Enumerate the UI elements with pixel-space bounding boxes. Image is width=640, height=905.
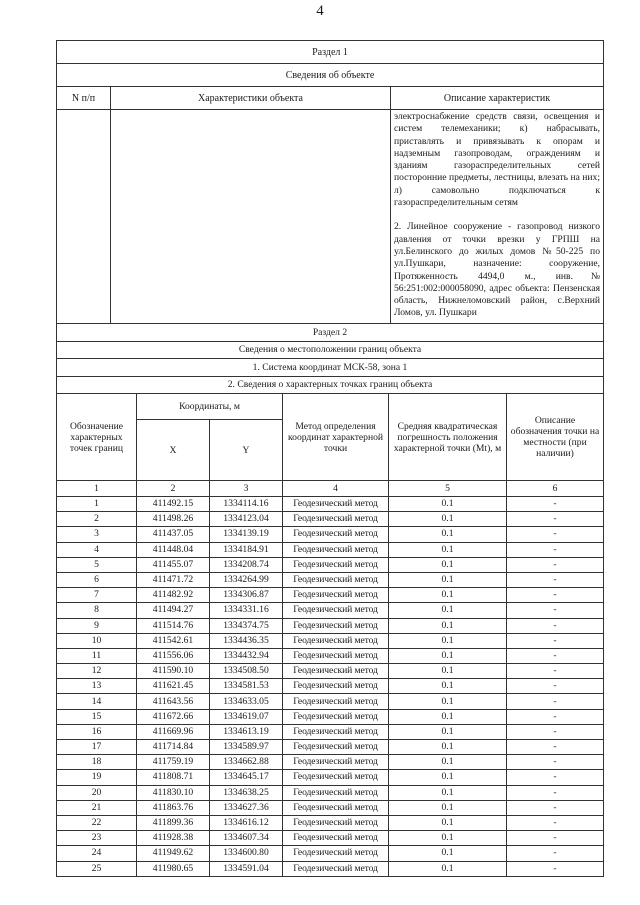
point-description: - — [507, 679, 604, 694]
point-description: - — [507, 815, 604, 830]
point-number: 3 — [57, 527, 137, 542]
table-row — [57, 800, 604, 815]
point-description: - — [507, 800, 604, 815]
method: Геодезический метод — [283, 831, 389, 846]
method: Геодезический метод — [283, 527, 389, 542]
error-value: 0.1 — [389, 603, 507, 618]
column-number: 6 — [507, 481, 604, 497]
section1-title: Раздел 1 — [57, 41, 604, 64]
method: Геодезический метод — [283, 588, 389, 603]
table-row — [57, 664, 604, 679]
method: Геодезический метод — [283, 740, 389, 755]
coord-system: 1. Система координат МСК-58, зона 1 — [57, 359, 604, 377]
coord-x: 411714.84 — [137, 740, 210, 755]
table-row — [57, 497, 604, 512]
section2-table — [56, 323, 604, 877]
document-frame — [56, 40, 603, 877]
method: Геодезический метод — [283, 846, 389, 861]
coord-y: 1334607.34 — [210, 831, 283, 846]
empty-characteristics-cell — [111, 110, 391, 324]
column-number: 5 — [389, 481, 507, 497]
header-number: N п/п — [57, 87, 111, 110]
error-value: 0.1 — [389, 542, 507, 557]
table-row — [57, 846, 604, 861]
method: Геодезический метод — [283, 800, 389, 815]
coord-y: 1334331.16 — [210, 603, 283, 618]
method: Геодезический метод — [283, 724, 389, 739]
coord-x: 411759.19 — [137, 755, 210, 770]
coord-x: 411949.62 — [137, 846, 210, 861]
points-title: 2. Сведения о характерных точках границ объекта — [57, 376, 604, 394]
header-description: Описание характеристик — [391, 87, 604, 110]
coord-y: 1334600.80 — [210, 846, 283, 861]
coord-x: 411514.76 — [137, 618, 210, 633]
coord-x: 411672.66 — [137, 709, 210, 724]
method: Геодезический метод — [283, 512, 389, 527]
coord-y: 1334627.36 — [210, 800, 283, 815]
coord-x: 411455.07 — [137, 557, 210, 572]
error-value: 0.1 — [389, 724, 507, 739]
error-value: 0.1 — [389, 800, 507, 815]
point-number: 11 — [57, 648, 137, 663]
table-row — [57, 603, 604, 618]
header-x: X — [137, 420, 210, 481]
method: Геодезический метод — [283, 633, 389, 648]
point-description: - — [507, 831, 604, 846]
method: Геодезический метод — [283, 557, 389, 572]
error-value: 0.1 — [389, 694, 507, 709]
section2-title: Раздел 2 — [57, 324, 604, 342]
point-number: 6 — [57, 572, 137, 587]
error-value: 0.1 — [389, 815, 507, 830]
table-row — [57, 709, 604, 724]
error-value: 0.1 — [389, 618, 507, 633]
error-value: 0.1 — [389, 527, 507, 542]
column-number: 2 — [137, 481, 210, 497]
method: Геодезический метод — [283, 694, 389, 709]
coord-y: 1334581.53 — [210, 679, 283, 694]
points-table-body — [57, 497, 604, 877]
coord-x: 411808.71 — [137, 770, 210, 785]
coord-y: 1334613.19 — [210, 724, 283, 739]
table-row — [57, 588, 604, 603]
point-description: - — [507, 770, 604, 785]
column-number: 3 — [210, 481, 283, 497]
coord-y: 1334645.17 — [210, 770, 283, 785]
error-value: 0.1 — [389, 709, 507, 724]
point-number: 5 — [57, 557, 137, 572]
point-description: - — [507, 861, 604, 876]
empty-number-cell — [57, 110, 111, 324]
coord-y: 1334123.04 — [210, 512, 283, 527]
table-row — [57, 785, 604, 800]
point-number: 16 — [57, 724, 137, 739]
coord-x: 411928.38 — [137, 831, 210, 846]
error-value: 0.1 — [389, 648, 507, 663]
coord-x: 411556.06 — [137, 648, 210, 663]
table-row — [57, 572, 604, 587]
error-value: 0.1 — [389, 831, 507, 846]
coord-x: 411643.56 — [137, 694, 210, 709]
point-number: 1 — [57, 497, 137, 512]
coord-x: 411471.72 — [137, 572, 210, 587]
section2-subtitle: Сведения о местоположении границ объекта — [57, 341, 604, 359]
table-row — [57, 831, 604, 846]
coord-x: 411498.26 — [137, 512, 210, 527]
coord-x: 411590.10 — [137, 664, 210, 679]
point-description: - — [507, 542, 604, 557]
table-row — [57, 648, 604, 663]
table-row — [57, 618, 604, 633]
point-description: - — [507, 740, 604, 755]
coord-x: 411542.61 — [137, 633, 210, 648]
point-number: 13 — [57, 679, 137, 694]
section1-table — [56, 40, 604, 324]
point-number: 12 — [57, 664, 137, 679]
coord-y: 1334591.04 — [210, 861, 283, 876]
method: Геодезический метод — [283, 542, 389, 557]
coord-x: 411980.65 — [137, 861, 210, 876]
method: Геодезический метод — [283, 603, 389, 618]
point-description: - — [507, 846, 604, 861]
error-value: 0.1 — [389, 861, 507, 876]
point-description: - — [507, 633, 604, 648]
error-value: 0.1 — [389, 846, 507, 861]
method: Геодезический метод — [283, 648, 389, 663]
coord-x: 411863.76 — [137, 800, 210, 815]
header-characteristics: Характеристики объекта — [111, 87, 391, 110]
table-row — [57, 740, 604, 755]
point-number: 8 — [57, 603, 137, 618]
section1-subtitle: Сведения об объекте — [57, 64, 604, 87]
method: Геодезический метод — [283, 679, 389, 694]
coord-x: 411448.04 — [137, 542, 210, 557]
method: Геодезический метод — [283, 815, 389, 830]
error-value: 0.1 — [389, 633, 507, 648]
coord-x: 411621.45 — [137, 679, 210, 694]
coord-y: 1334139.19 — [210, 527, 283, 542]
column-number: 4 — [283, 481, 389, 497]
error-value: 0.1 — [389, 572, 507, 587]
point-description: - — [507, 497, 604, 512]
coord-x: 411492.15 — [137, 497, 210, 512]
error-value: 0.1 — [389, 770, 507, 785]
point-description: - — [507, 664, 604, 679]
coord-y: 1334436.35 — [210, 633, 283, 648]
table-row — [57, 770, 604, 785]
coord-y: 1334208.74 — [210, 557, 283, 572]
error-value: 0.1 — [389, 679, 507, 694]
header-coordinates: Координаты, м — [137, 394, 283, 420]
coord-x: 411830.10 — [137, 785, 210, 800]
table-row — [57, 633, 604, 648]
coord-x: 411669.96 — [137, 724, 210, 739]
point-number: 24 — [57, 846, 137, 861]
coord-y: 1334508.50 — [210, 664, 283, 679]
column-number: 1 — [57, 481, 137, 497]
coord-y: 1334264.99 — [210, 572, 283, 587]
table-row — [57, 679, 604, 694]
point-number: 9 — [57, 618, 137, 633]
coord-y: 1334616.12 — [210, 815, 283, 830]
table-row — [57, 815, 604, 830]
point-number: 4 — [57, 542, 137, 557]
method: Геодезический метод — [283, 755, 389, 770]
page-number: 4 — [316, 3, 324, 19]
point-number: 10 — [57, 633, 137, 648]
point-number: 17 — [57, 740, 137, 755]
coord-y: 1334184.91 — [210, 542, 283, 557]
point-description: - — [507, 588, 604, 603]
header-point-description: Описание обозначения точки на местности (при наличии) — [507, 394, 604, 481]
method: Геодезический метод — [283, 785, 389, 800]
header-error: Средняя квадратическая погрешность положения характерной точки (Mt), м — [389, 394, 507, 481]
coord-y: 1334432.94 — [210, 648, 283, 663]
coord-x: 411437.05 — [137, 527, 210, 542]
header-method: Метод определения координат характерной точки — [283, 394, 389, 481]
table-row — [57, 694, 604, 709]
header-point-designation: Обозначение характерных точек границ — [57, 394, 137, 481]
point-description: - — [507, 603, 604, 618]
point-number: 22 — [57, 815, 137, 830]
point-description: - — [507, 618, 604, 633]
point-number: 7 — [57, 588, 137, 603]
point-number: 15 — [57, 709, 137, 724]
error-value: 0.1 — [389, 512, 507, 527]
coord-x: 411899.36 — [137, 815, 210, 830]
coord-y: 1334662.88 — [210, 755, 283, 770]
table-row — [57, 557, 604, 572]
point-number: 2 — [57, 512, 137, 527]
table-row — [57, 527, 604, 542]
point-number: 21 — [57, 800, 137, 815]
coord-y: 1334374.75 — [210, 618, 283, 633]
table-row — [57, 542, 604, 557]
point-number: 23 — [57, 831, 137, 846]
table-row — [57, 861, 604, 876]
point-description: - — [507, 755, 604, 770]
point-description: - — [507, 648, 604, 663]
error-value: 0.1 — [389, 740, 507, 755]
coord-y: 1334633.05 — [210, 694, 283, 709]
coord-y: 1334306.87 — [210, 588, 283, 603]
error-value: 0.1 — [389, 755, 507, 770]
point-number: 19 — [57, 770, 137, 785]
table-row — [57, 724, 604, 739]
coord-y: 1334114.16 — [210, 497, 283, 512]
method: Геодезический метод — [283, 572, 389, 587]
method: Геодезический метод — [283, 861, 389, 876]
table-row — [57, 512, 604, 527]
point-description: - — [507, 527, 604, 542]
point-number: 20 — [57, 785, 137, 800]
error-value: 0.1 — [389, 664, 507, 679]
point-description: - — [507, 724, 604, 739]
method: Геодезический метод — [283, 618, 389, 633]
description-paragraph-1: электроснабжение средств связи, освещения и систем телемеханики; к) набрасывать, приставлять и привязывать к опорам и надземным газопроводам, ограждениям и зданиям газораспределительных сетей посторонние предметы, лестницы, влезать на них; л) самовольно подключаться к газораспределительным сетям — [394, 111, 603, 209]
point-number: 18 — [57, 755, 137, 770]
point-description: - — [507, 512, 604, 527]
point-description: - — [507, 694, 604, 709]
point-description: - — [507, 709, 604, 724]
error-value: 0.1 — [389, 785, 507, 800]
coord-y: 1334638.25 — [210, 785, 283, 800]
point-number: 25 — [57, 861, 137, 876]
method: Геодезический метод — [283, 497, 389, 512]
coord-x: 411494.27 — [137, 603, 210, 618]
method: Геодезический метод — [283, 770, 389, 785]
error-value: 0.1 — [389, 588, 507, 603]
coord-y: 1334589.97 — [210, 740, 283, 755]
error-value: 0.1 — [389, 557, 507, 572]
error-value: 0.1 — [389, 497, 507, 512]
method: Геодезический метод — [283, 664, 389, 679]
coord-y: 1334619.07 — [210, 709, 283, 724]
description-cell — [391, 110, 604, 324]
method: Геодезический метод — [283, 709, 389, 724]
table-row — [57, 755, 604, 770]
point-description: - — [507, 785, 604, 800]
coord-x: 411482.92 — [137, 588, 210, 603]
point-description: - — [507, 572, 604, 587]
header-y: Y — [210, 420, 283, 481]
point-description: - — [507, 557, 604, 572]
point-number: 14 — [57, 694, 137, 709]
description-paragraph-2: 2. Линейное сооружение - газопровод низкого давления от точки врезки у ГРПШ на ул.Белинского до жилых домов №50-225 по ул.Пушкари, назначение: сооружение, Протяженность 4494,0 м., инв.№ 56:251:002:000058090, адрес объекта: Пензенская область, Нижнеломовский район, с.Верхний Ломов, ул. Пушкари — [394, 221, 603, 319]
